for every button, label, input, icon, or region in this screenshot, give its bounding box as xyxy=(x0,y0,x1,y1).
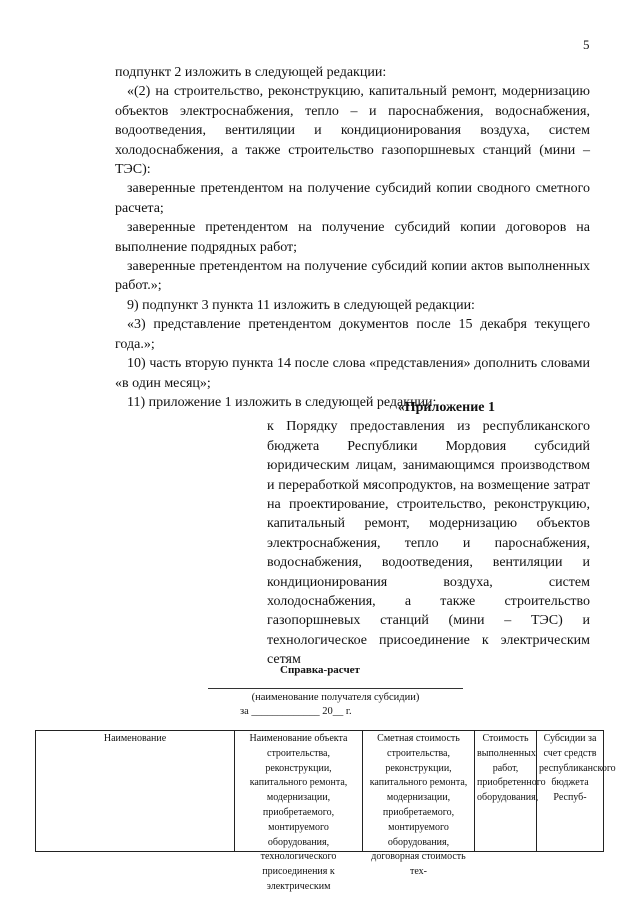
paragraph: «(2) на строительство, реконструкцию, капитальный ремонт, модернизацию объектов электроснабжения, тепло – и пароснабжения, водоснабжения, водоотведения, вентиляции и кондиционирования воздуха, систем холодоснабжения, а также строительство газопоршневых станций (мини – ТЭС): xyxy=(115,84,590,178)
appendix-title: «Приложение 1 xyxy=(397,400,495,415)
recipient-name-line xyxy=(208,688,463,689)
page-number: 5 xyxy=(583,37,590,52)
paragraph: 9) подпункт 3 пункта 11 изложить в следующей редакции: xyxy=(127,297,475,313)
table-header-cell: Стоимость выполненных работ, приобретенного оборудования, xyxy=(475,731,537,852)
recipient-caption: (наименование получателя субсидии) xyxy=(251,692,420,703)
paragraph: подпункт 2 изложить в следующей редакции: xyxy=(115,65,387,80)
body-text xyxy=(115,63,590,412)
table-header-cell: Субсидии за счет средств республиканского бюджета Респуб- xyxy=(537,731,604,852)
paragraph: заверенные претендентом на получение субсидий копии договоров на выполнение подрядных работ; xyxy=(115,220,590,255)
table-header-cell: Наименование xyxy=(36,731,235,852)
paragraph: заверенные претендентом на получение субсидий копии актов выполненных работ.»; xyxy=(115,259,590,294)
paragraph: 10) часть вторую пункта 14 после слова «представления» дополнить словами «в один месяц»; xyxy=(115,356,590,391)
table-header-cell: Сметная стоимость строительства, реконструкции, капитального ремонта, модернизации, приобретаемого, монтируемого оборудования, договорная стоимость тех- xyxy=(363,731,475,852)
calculation-table xyxy=(35,730,616,892)
appendix-text: к Порядку предоставления из республиканского бюджета Республики Мордовия субсидий юридическим лицам, занимающимся производством и переработкой мясопродуктов, на возмещение затрат на проектирование, строительство, реконструкцию, капитальный ремонт, модернизацию объектов электроснабжения, тепло и пароснабжения, водоснабжения, водоотведения, вентиляции и кондиционирования воздуха, систем холодоснабжения, а также строительство газопоршневых станций (мини – ТЭС) и технологическое присоединение к электрическим сетям xyxy=(267,419,590,668)
paragraph: 11) приложение 1 изложить в следующей редакции: xyxy=(127,394,437,410)
paragraph: «3) представление претендентом документов после 15 декабря текущего года.»; xyxy=(115,317,590,352)
paragraph: заверенные претендентом на получение субсидий копии сводного сметного расчета; xyxy=(115,181,590,216)
spravka-title: Справка-расчет xyxy=(280,664,360,676)
date-line: за _____________ 20__ г. xyxy=(240,706,352,717)
table-header-cell: Наименование объекта строительства, реконструкции, капитального ремонта, модернизации, приобретаемого, монтируемого оборудования, технологического присоединения к электрическим xyxy=(235,731,363,852)
table-header-row xyxy=(36,731,604,852)
appendix-block xyxy=(267,398,590,670)
